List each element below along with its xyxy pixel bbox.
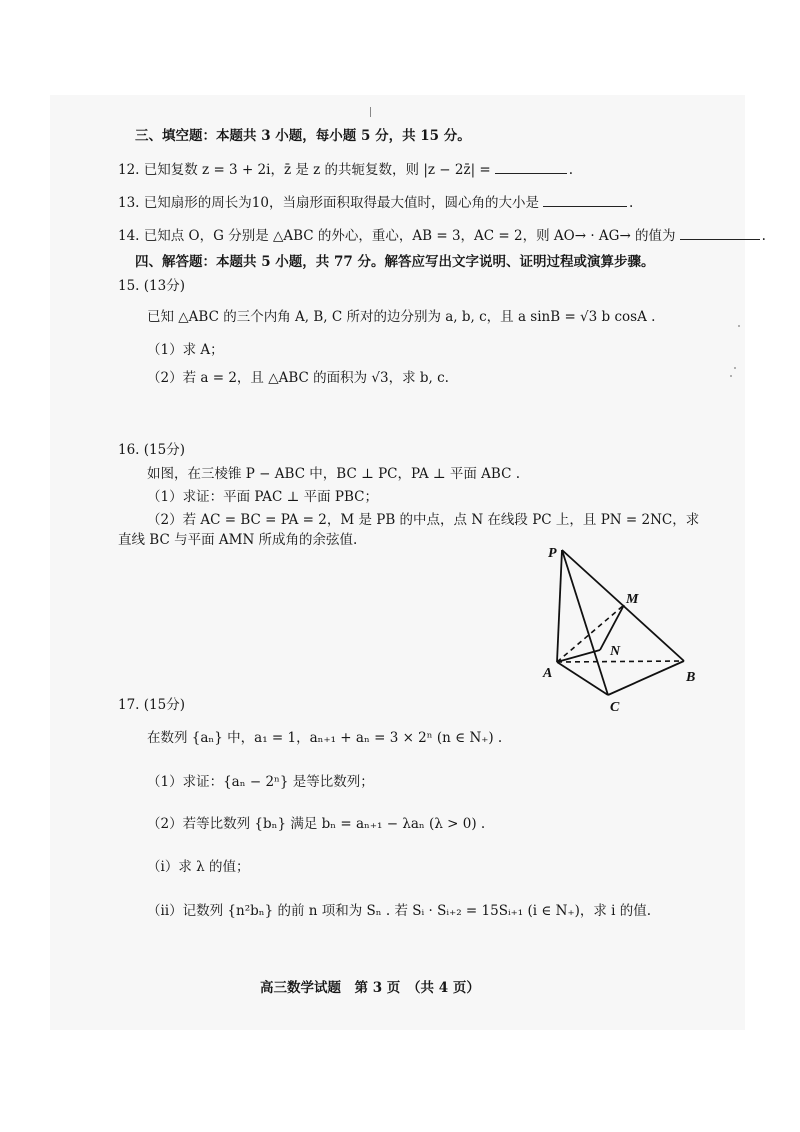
page-footer: 高三数学试题 第 3 页 （共 4 页） [260,980,480,996]
label-B: B [686,670,696,685]
exam-page [50,95,766,1030]
question-16-part2b: 直线 BC 与平面 AMN 所成角的余弦值. [118,532,358,548]
question-15-part1: （1）求 A； [147,342,224,358]
question-15-stem: 已知 △ABC 的三个内角 A, B, C 所对的边分别为 a, b, c，且 a sinB = √3 b cosA . [147,309,656,325]
scan-speck [730,375,732,377]
question-16-part1: （1）求证：平面 PAC ⊥ 平面 PBC； [147,489,378,505]
question-16-number: 16. (15分) [118,442,185,458]
section4-header: 四、解答题：本题共 5 小题，共 77 分。解答应写出文字说明、证明过程或演算步骤。 [135,254,655,270]
question-16-stem: 如图，在三棱锥 P − ABC 中，BC ⊥ PC，PA ⊥ 平面 ABC . [147,466,520,482]
scan-mark [370,107,371,117]
question-13: 13. 已知扇形的周长为10，当扇形面积取得最大值时，圆心角的大小是 . [118,192,633,213]
scan-speck [738,325,740,327]
question-17-part1: （1）求证：{aₙ − 2ⁿ} 是等比数列； [147,774,374,790]
answer-blank-14[interactable] [680,225,760,240]
question-12: 12. 已知复数 z = 3 + 2i，z̄ 是 z 的共轭复数，则 |z − 2z̄| = . [118,159,573,180]
scan-speck [734,367,736,369]
edge-CB [608,661,684,695]
segment-AN [557,650,600,662]
question-13-text: 13. 已知扇形的周长为10，当扇形面积取得最大值时，圆心角的大小是 [118,195,539,211]
question-15-number: 15. (13分) [118,278,185,294]
question-17-number: 17. (15分) [118,697,185,713]
label-N: N [610,644,621,659]
section3-header: 三、填空题：本题共 3 小题，每小题 5 分，共 15 分。 [135,128,471,144]
answer-blank-13[interactable] [543,192,627,207]
question-17-part2ii: （ⅱ）记数列 {n²bₙ} 的前 n 项和为 Sₙ . 若 Sᵢ · Sᵢ₊₂ = 15Sᵢ₊₁ (i ∈ N₊)，求 i 的值. [147,903,652,919]
edge-AB-hidden [557,661,684,662]
label-A: A [543,666,553,681]
label-P: P [548,546,557,561]
question-12-text: 12. 已知复数 z = 3 + 2i，z̄ 是 z 的共轭复数，则 |z − 2z̄| = [118,162,491,178]
pyramid-figure [540,545,710,715]
question-16-part2a: （2）若 AC = BC = PA = 2，M 是 PB 的中点，点 N 在线段 PC 上，且 PN = 2NC，求 [147,512,700,528]
question-17-part2: （2）若等比数列 {bₙ} 满足 bₙ = aₙ₊₁ − λaₙ (λ > 0) . [147,816,486,832]
edge-AC [557,662,608,695]
label-M: M [626,592,639,607]
question-17-part2i: （ⅰ）求 λ 的值； [147,859,250,875]
question-14-text: 14. 已知点 O，G 分别是 △ABC 的外心，重心，AB = 3，AC = 2，则 AO→ · AG→ 的值为 [118,228,676,244]
label-C: C [610,700,620,715]
pyramid-diagram [540,545,710,715]
question-14: 14. 已知点 O，G 分别是 △ABC 的外心，重心，AB = 3，AC = 2，则 AO→ · AG→ 的值为 . [118,225,766,246]
question-15-part2: （2）若 a = 2，且 △ABC 的面积为 √3，求 b, c. [147,370,449,386]
question-17-stem: 在数列 {aₙ} 中，a₁ = 1，aₙ₊₁ + aₙ = 3 × 2ⁿ (n ∈ N₊) . [147,730,503,746]
answer-blank-12[interactable] [495,159,567,174]
edge-PA [557,550,562,662]
